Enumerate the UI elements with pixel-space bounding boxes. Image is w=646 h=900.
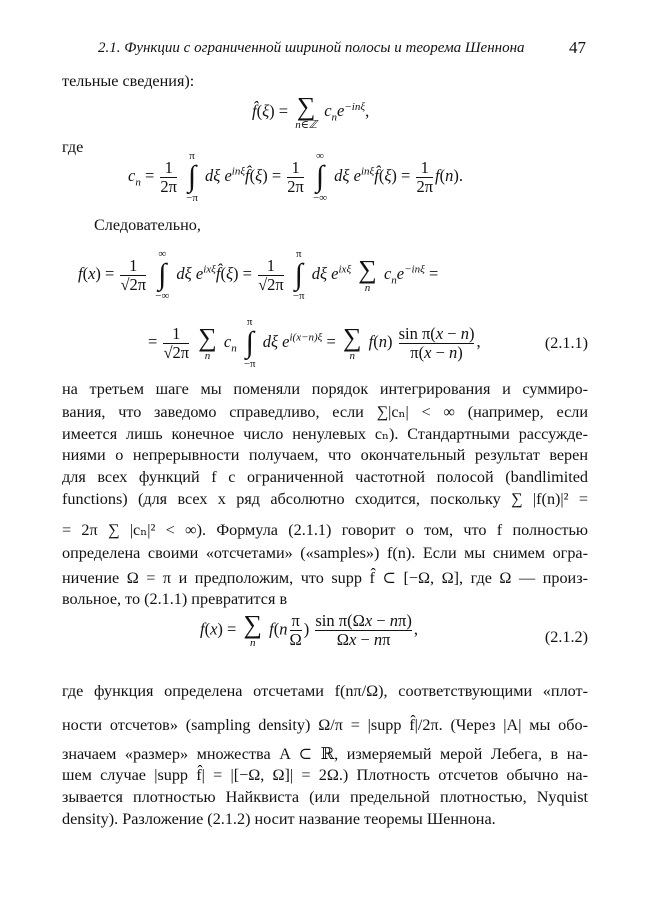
running-head — [98, 40, 586, 57]
text-line: значаем «размер» множества A ⊂ ℝ, измеряемый мерой Лебега, в на- — [62, 745, 588, 763]
text-line: = 2π ∑ |cₙ|² < ∞). Формула (2.1.1) говорит о том, что f полностью — [62, 521, 588, 539]
text-line: тельные сведения): — [62, 72, 195, 90]
text-line: имеется лишь конечное число ненулевых cₙ). Стандартными рассужде- — [62, 425, 588, 443]
text-line: ности отсчетов» (sampling density) Ω/π = |supp f̂|/2π. (Через |A| мы обо- — [62, 716, 588, 734]
equation-shannon: f(x) = ∑ n f(n $\frac{\pi}{\Omega}$ ) $\frac{\text{sin π(Ωx − nπ)}}{\Omega x - n\pi}$ , — [200, 610, 418, 649]
text-line: density). Разложение (2.1.2) носит название теоремы Шеннона. — [62, 810, 496, 828]
equation-fx-line-1: f(x) = $\frac{1}{√2\pi}$ ∞ ∫ −∞ dξ $e^{ix\xi}f̂(\xi)$ = $\frac{1}{√2\pi}$ π ∫ −π dξ $e^{ix\xi}$ ∑ n $c_ne^{-in\xi}$ = — [78, 248, 439, 302]
text-line: шем случае |supp f̂| = |[−Ω, Ω]| = 2Ω.) Плотность отсчетов обычно на- — [62, 766, 588, 784]
page-number: 47 — [569, 38, 586, 57]
text-line: зывается плотностью Найквиста (или предельной плотностью, Nyquist — [62, 788, 588, 806]
text-line: определена своими «отсчетами» («samples») f(n). Если мы снимем огра- — [62, 544, 588, 562]
equation-label: (2.1.1) — [544, 334, 588, 352]
text-line: ничение Ω = π и предположим, что supp f̂ ⊂ [−Ω, Ω], где Ω — произ- — [62, 569, 588, 587]
text-line: для всех функций f с ограниченной частотной полосой (bandlimited — [62, 468, 588, 486]
text-line: functions) (для всех x ряд абсолютно сходится, поскольку ∑ |f(n)|² = — [62, 490, 588, 508]
text-line: ниями о непрерывности получаем, что окончательный результат верен — [62, 446, 588, 464]
equation-fhat: f̂(ξ) = ∑ n∈ℤ $c_ne^{-in\xi}$, — [252, 92, 370, 131]
equation-fx-line-2: = $\frac{1}{√2\pi}$ ∑ n $c_n$ π ∫ −π dξ $e^{i(x-n)\xi}$ = ∑ n f(n) $\frac{\text{sin π(x − n)}}{\pi(x - n)}$ , — [148, 316, 481, 370]
text-line: Следовательно, — [94, 216, 201, 234]
text-line: вольное, то (2.1.1) превратится в — [62, 590, 288, 608]
equation-label: (2.1.2) — [544, 628, 588, 646]
text-line: где — [62, 138, 84, 156]
equation-cn: $c_n$ = $\frac{1}{2\pi}$ π ∫ −π dξ $e^{in\xi}f̂(\xi)$ = $\frac{1}{2\pi}$ ∞ ∫ −∞ dξ $e^{in\xi}f̂(\xi)$ = $\frac{1}{2\pi}$ f(n). — [128, 150, 464, 204]
running-title: 2.1. Функции с ограниченной шириной полосы и теорема Шеннона — [98, 40, 525, 56]
text-line: вания, что заведомо справедливо, если ∑|cₙ| < ∞ (например, если — [62, 403, 588, 421]
text-line: где функция определена отсчетами f(nπ/Ω), соответствующими «плот- — [62, 682, 588, 700]
text-line: на третьем шаге мы поменяли порядок интегрирования и суммиро- — [62, 380, 588, 398]
